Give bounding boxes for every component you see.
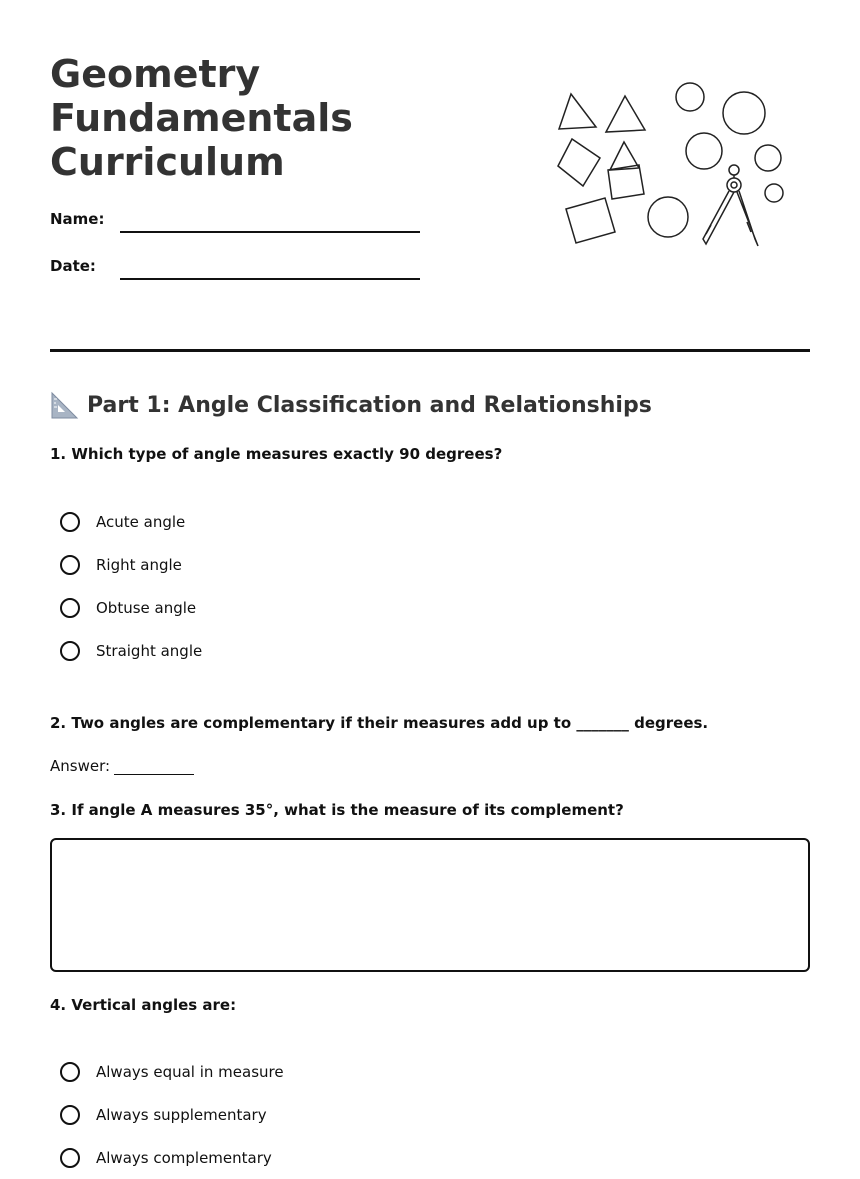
option-label: Always equal in measure xyxy=(96,1062,284,1081)
q4-option-supplementary[interactable] xyxy=(60,1093,284,1136)
date-line[interactable] xyxy=(120,278,420,280)
radio-button[interactable] xyxy=(60,1105,80,1125)
q1-option-right[interactable] xyxy=(60,543,202,586)
title-line: Geometry xyxy=(50,52,261,96)
q1-option-straight[interactable] xyxy=(60,629,202,672)
set-square-icon xyxy=(50,391,79,420)
question-4: 4. Vertical angles are: xyxy=(50,996,237,1014)
name-label: Name: xyxy=(50,210,105,228)
q4-option-complementary[interactable] xyxy=(60,1136,284,1179)
header-divider xyxy=(50,349,810,352)
title-line: Curriculum xyxy=(50,140,285,184)
geometric-shapes-compass-icon xyxy=(548,74,798,254)
title-line: Fundamentals xyxy=(50,96,353,140)
option-label: Always supplementary xyxy=(96,1105,267,1124)
date-field[interactable] xyxy=(50,257,430,287)
worksheet-title xyxy=(50,52,380,184)
option-label: Always complementary xyxy=(96,1148,272,1167)
question-1: 1. Which type of angle measures exactly 90 degrees? xyxy=(50,445,503,463)
answer-label: Answer: xyxy=(50,757,111,775)
answer-field[interactable] xyxy=(50,757,194,775)
section-heading xyxy=(50,388,652,422)
answer-textarea[interactable] xyxy=(50,838,810,972)
q1-option-obtuse[interactable] xyxy=(60,586,202,629)
option-label: Straight angle xyxy=(96,641,203,660)
question-3: 3. If angle A measures 35°, what is the measure of its complement? xyxy=(50,801,624,819)
radio-button[interactable] xyxy=(60,512,80,532)
q4-option-equal[interactable] xyxy=(60,1050,284,1093)
radio-button[interactable] xyxy=(60,641,80,661)
radio-button[interactable] xyxy=(60,1148,80,1168)
date-label: Date: xyxy=(50,257,96,275)
section-title: Part 1: Angle Classification and Relationships xyxy=(87,392,652,418)
option-label: Acute angle xyxy=(96,512,186,531)
radio-button[interactable] xyxy=(60,555,80,575)
question-4-options xyxy=(60,1050,284,1179)
name-line[interactable] xyxy=(120,231,420,233)
radio-button[interactable] xyxy=(60,1062,80,1082)
question-1-options xyxy=(60,500,202,672)
option-label: Obtuse angle xyxy=(96,598,197,617)
option-label: Right angle xyxy=(96,555,182,574)
q1-option-acute[interactable] xyxy=(60,500,202,543)
answer-blank[interactable] xyxy=(114,760,194,775)
question-2: 2. Two angles are complementary if their measures add up to _______ degrees. xyxy=(50,714,709,732)
name-field[interactable] xyxy=(50,210,430,240)
radio-button[interactable] xyxy=(60,598,80,618)
